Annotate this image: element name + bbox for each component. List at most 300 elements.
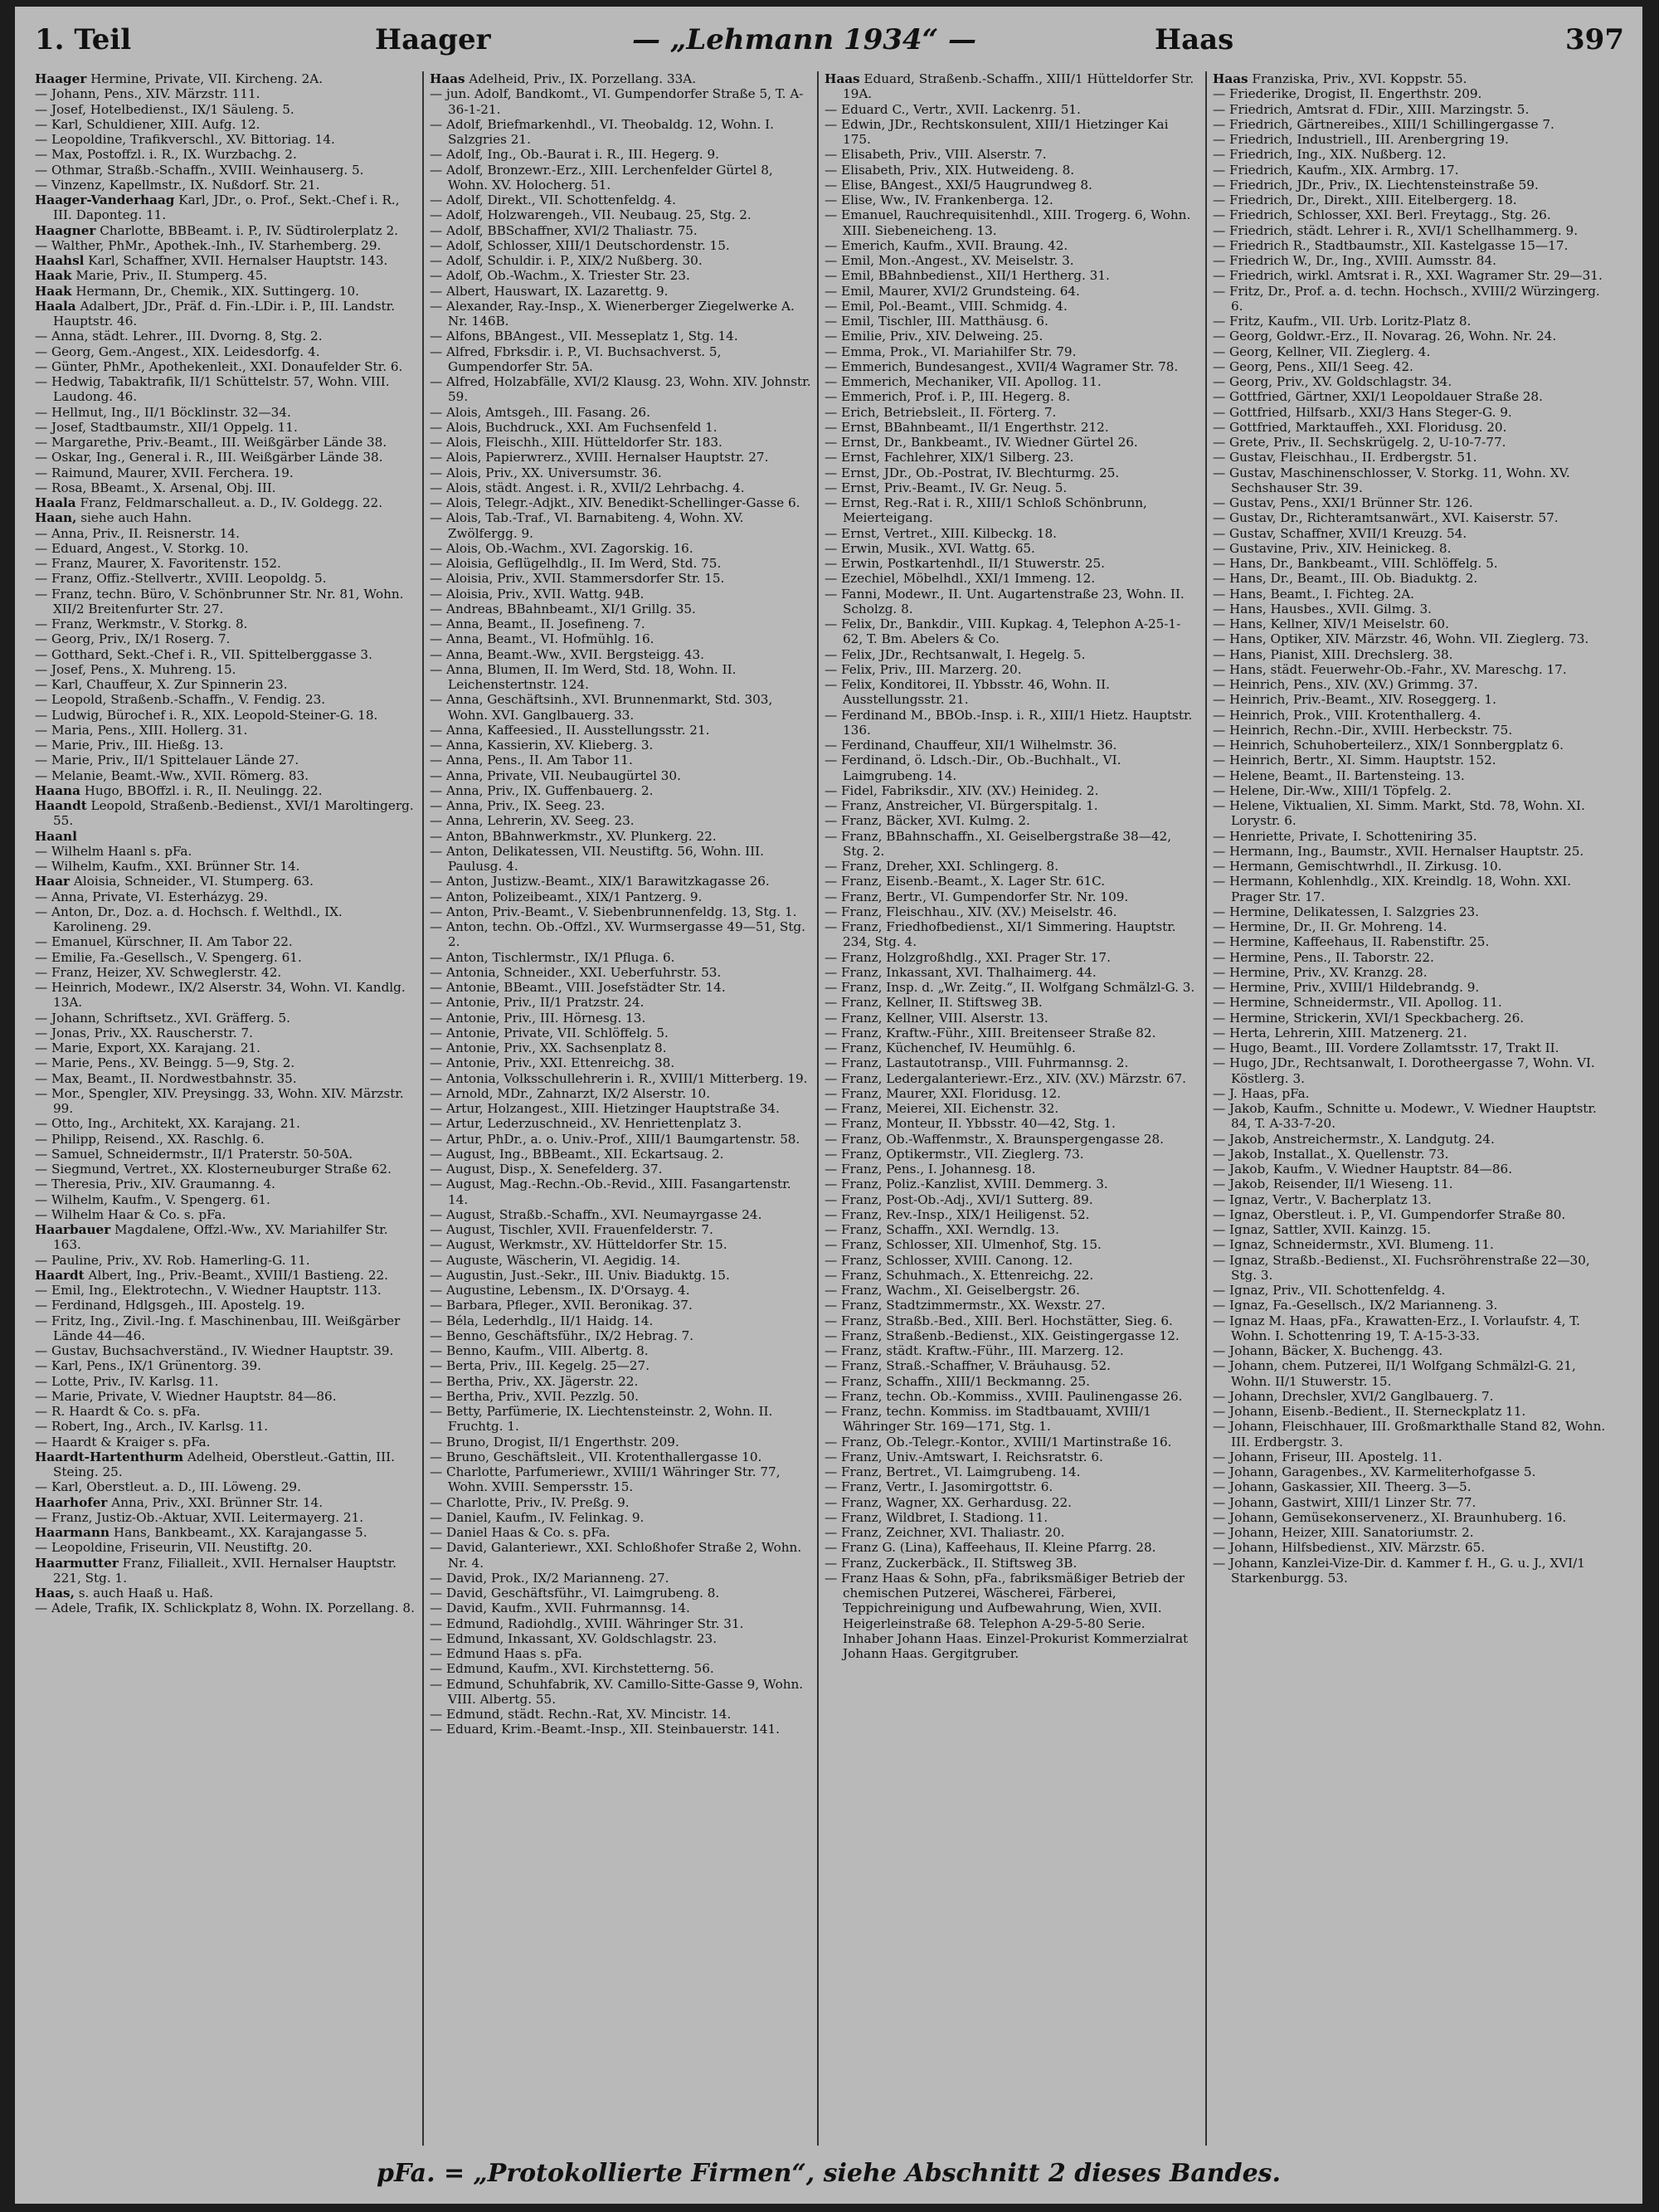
entry-text: — Otto, Ing., Architekt, XX. Karajang. 21. <box>35 1116 300 1132</box>
entry-text: — Gustav, Fleischhau., II. Erdbergstr. 51. <box>1213 450 1477 465</box>
entry-text: — Eduard, Krim.-Beamt.-Insp., XII. Steinbauerstr. 141. <box>430 1722 780 1737</box>
directory-entry <box>430 1646 811 1661</box>
entry-text: — Franz, Holzgroßhdlg., XXI. Prager Str. 17. <box>825 949 1111 965</box>
directory-entry <box>35 526 415 541</box>
entry-text: — Gottfried, Gärtner, XXI/1 Leopoldauer Straße 28. <box>1213 389 1543 405</box>
entry-text: — Fanni, Modewr., II. Unt. Augartenstraße 23, Wohn. II. Scholzg. 8. <box>825 586 1185 616</box>
entry-text: s. auch Haaß u. Haß. <box>78 1586 214 1601</box>
entry-text: — Hermann, Ing., Baumstr., XVII. Hernalser Hauptstr. 25. <box>1213 843 1584 859</box>
directory-entry <box>825 117 1198 148</box>
directory-entry <box>35 359 415 374</box>
directory-entry <box>1213 1253 1609 1284</box>
directory-entry <box>1213 1237 1609 1252</box>
directory-entry <box>430 1132 811 1147</box>
entry-text: — Henriette, Private, I. Schotteniring 35. <box>1213 828 1477 844</box>
entry-text: — Erwin, Musik., XVI. Wattg. 65. <box>825 540 1035 556</box>
directory-entry <box>825 1177 1198 1191</box>
directory-entry <box>430 768 811 783</box>
directory-entry <box>35 859 415 874</box>
entry-text: — Heinrich, Rechn.-Dir., XVIII. Herbeckstr. 75. <box>1213 722 1513 738</box>
entry-text: Anna, Priv., XXI. Brünner Str. 14. <box>111 1494 324 1510</box>
directory-entry <box>430 556 811 571</box>
entry-surname: Haar <box>35 874 71 889</box>
entry-text: — R. Haardt & Co. s. pFa. <box>35 1404 201 1419</box>
entry-text: — Johann, chem. Putzerei, II/1 Wolfgang Schmälzl-G. 21, Wohn. II/1 Stuwerstr. 15. <box>1213 1358 1576 1389</box>
directory-entry <box>825 753 1198 783</box>
directory-entry <box>430 1435 811 1449</box>
entry-text: — Johann, Gemüsekonservenerz., XI. Braunhuberg. 16. <box>1213 1509 1567 1525</box>
entry-text: — Gustav, Dr., Richteramtsanwärt., XVI. Kaiserstr. 57. <box>1213 510 1559 526</box>
entry-text: — Alois, Amtsgeh., III. Fasang. 26. <box>430 404 650 420</box>
entry-text: Magdalene, Offzl.-Ww., XV. Mariahilfer Str. 163. <box>53 1222 388 1253</box>
directory-entry <box>825 1435 1198 1449</box>
entry-text: — Josef, Hotelbedienst., IX/1 Säuleng. 5. <box>35 101 294 117</box>
entry-text: — Antonia, Volksschullehrerin i. R., XVIII/1 Mitterberg. 19. <box>430 1070 808 1086</box>
directory-entry <box>35 1540 415 1555</box>
directory-entry <box>35 1162 415 1177</box>
entry-text: — Franz, techn. Büro, V. Schönbrunner Str. Nr. 81, Wohn. XII/2 Breitenfurter Str. 27. <box>35 586 404 616</box>
directory-entry <box>1213 738 1609 753</box>
directory-entry <box>35 420 415 435</box>
entry-text: — Helene, Dir.-Ww., XIII/1 Töpfelg. 2. <box>1213 782 1452 798</box>
directory-entry <box>825 314 1198 329</box>
directory-entry <box>430 1661 811 1676</box>
entry-text: — Emil, BBahnbedienst., XII/1 Hertherg. 31. <box>825 268 1110 284</box>
entry-text: — Franz, Inkassant, XVI. Thalhaimerg. 44. <box>825 964 1097 980</box>
entry-surname: Haager-Vanderhaag <box>35 192 175 207</box>
entry-text: — Hermann, Kohlenhdlg., XIX. Kreindlg. 18, Wohn. XXI. Prager Str. 17. <box>1213 874 1572 904</box>
entry-text: — Adolf, Schlosser, XIII/1 Deutschordenstr. 15. <box>430 237 730 253</box>
publication-title: — „Lehmann 1934“ — <box>632 23 976 56</box>
entry-text: — Franz, Pens., I. Johannesg. 18. <box>825 1162 1036 1177</box>
directory-entry <box>430 480 811 495</box>
entry-text: — Franz, Straßb.-Bed., XIII. Berl. Hochstätter, Sieg. 6. <box>825 1313 1173 1328</box>
column-4 <box>1213 71 1609 2146</box>
directory-entry <box>430 238 811 253</box>
directory-entry <box>825 950 1198 965</box>
directory-entry <box>1213 919 1609 934</box>
directory-entry <box>35 677 415 692</box>
directory-entry <box>825 813 1198 828</box>
directory-entry <box>35 647 415 662</box>
directory-entry <box>825 359 1198 374</box>
entry-text: — Georg, Priv., XV. Goldschlagstr. 34. <box>1213 374 1452 389</box>
directory-entry <box>1213 1207 1609 1222</box>
entry-text: — Alois, Telegr.-Adjkt., XIV. Benedikt-Schellinger-Gasse 6. <box>430 495 800 510</box>
entry-text: — Antonie, Private, VII. Schlöffelg. 5. <box>430 1025 669 1040</box>
directory-entry <box>825 268 1198 283</box>
entry-text: — Friedrich, Ing., XIX. Nußberg. 12. <box>1213 147 1447 163</box>
entry-text: — Hans, Kellner, XIV/1 Meiselstr. 60. <box>1213 616 1449 631</box>
entry-text: — Anna, Priv., II. Reisnerstr. 14. <box>35 525 240 541</box>
directory-entry <box>825 1086 1198 1101</box>
directory-entry <box>35 1404 415 1419</box>
entry-text: — jun. Adolf, Bandkomt., VI. Gumpendorfer Straße 5, T. A-36-1-21. <box>430 86 804 117</box>
entry-text: — Antonie, Priv., XX. Sachsenplatz 8. <box>430 1040 667 1055</box>
directory-entry <box>35 163 415 178</box>
directory-entry <box>35 253 415 268</box>
entry-text: — Arnold, MDr., Zahnarzt, IX/2 Alserstr. 10. <box>430 1085 711 1101</box>
directory-entry <box>1213 465 1609 496</box>
entry-text: — Franz, Eisenb.-Beamt., X. Lager Str. 61C. <box>825 874 1106 889</box>
entry-text: — Franz, Lastautotransp., VIII. Fuhrmannsg. 2. <box>825 1055 1129 1071</box>
directory-entry <box>825 1510 1198 1525</box>
entry-text: — Karl, Pens., IX/1 Grünentorg. 39. <box>35 1358 261 1374</box>
directory-entry <box>430 1510 811 1525</box>
directory-entry <box>1213 844 1609 859</box>
directory-entry <box>1213 223 1609 238</box>
directory-entry <box>35 435 415 450</box>
directory-entry <box>825 450 1198 465</box>
directory-entry <box>35 1601 415 1615</box>
directory-entry <box>825 859 1198 874</box>
entry-text: — Heinrich, Prok., VIII. Krotenthallerg. 4. <box>1213 707 1481 723</box>
entry-text: — Felix, Dr., Bankdir., VIII. Kupkag. 4, Telephon A-25-1-62, T. Bm. Abelers & Co. <box>825 616 1181 647</box>
entry-text: — Emerich, Kaufm., XVII. Braung. 42. <box>825 237 1068 253</box>
entry-text: — Anna, Blumen, II. Im Werd, Std. 18, Wohn. II. Leichenstertnstr. 124. <box>430 661 737 692</box>
directory-entry <box>35 889 415 904</box>
entry-text: — Franz, Kellner, II. Stiftsweg 3B. <box>825 995 1043 1011</box>
directory-entry <box>1213 1147 1609 1162</box>
entry-text: — Franz, BBahnschaffn., XI. Geiselbergstraße 38—42, Stg. 2. <box>825 828 1172 859</box>
entry-text: — Ernst, BBahnbeamt., II/1 Engerthstr. 212. <box>825 419 1109 435</box>
directory-entry <box>430 329 811 343</box>
directory-entry <box>825 647 1198 662</box>
entry-surname: Haarhofer <box>35 1494 108 1510</box>
directory-entry <box>430 284 811 299</box>
entry-text: — David, Prok., IX/2 Marianneng. 27. <box>430 1570 669 1586</box>
directory-entry <box>430 844 811 875</box>
directory-entry <box>1213 647 1609 662</box>
entry-text: — Anton, Priv.-Beamt., V. Siebenbrunnenfeldg. 13, Stg. 1. <box>430 904 797 919</box>
entry-text: — Marie, Pens., XV. Beingg. 5—9, Stg. 2. <box>35 1055 295 1071</box>
entry-text: — Adolf, Bronzewr.-Erz., XIII. Lerchenfelder Gürtel 8, Wohn. XV. Holocherg. 51. <box>430 162 773 192</box>
directory-entry <box>35 1192 415 1207</box>
entry-text: — Emilie, Priv., XIV. Delweing. 25. <box>825 329 1044 344</box>
entry-text: — Alois, Fleischh., XIII. Hütteldorfer Str. 183. <box>430 435 722 450</box>
entry-text: Adelheid, Priv., IX. Porzellang. 33A. <box>469 71 697 86</box>
directory-entry <box>35 1495 415 1510</box>
directory-entry <box>430 965 811 980</box>
entry-text: — Felix, Konditorei, II. Ybbsstr. 46, Wohn. II. Ausstellungsstr. 21. <box>825 677 1110 708</box>
directory-entry <box>1213 405 1609 420</box>
footer-note: pFa. = „Protokollierte Firmen“, siehe Abschnitt 2 dieses Bandes. <box>377 2159 1281 2188</box>
directory-entry <box>825 1040 1198 1055</box>
directory-entry <box>35 480 415 495</box>
entry-text: — Karl, Chauffeur, X. Zur Spinnerin 23. <box>35 677 288 692</box>
directory-entry <box>825 541 1198 556</box>
directory-entry <box>825 71 1198 102</box>
directory-entry <box>825 1071 1198 1086</box>
directory-entry <box>430 631 811 646</box>
entry-text: — August, Mag.-Rechn.-Ob.-Revid., XIII. Fasangartenstr. 14. <box>430 1177 791 1207</box>
directory-entry <box>430 874 811 889</box>
last-surname-guide: Haas <box>1155 23 1234 56</box>
directory-entry <box>825 1253 1198 1268</box>
entry-text: — Franz, Schaffn., XXI. Werndlg. 13. <box>825 1222 1059 1237</box>
entry-text: — Franz, Schlosser, XVIII. Canong. 12. <box>825 1252 1073 1268</box>
directory-entry <box>825 783 1198 798</box>
directory-entry <box>1213 238 1609 253</box>
column-2 <box>430 71 811 2146</box>
directory-entry <box>430 1071 811 1086</box>
entry-text: — Anna, Beamt., VI. Hofmühlg. 16. <box>430 631 654 647</box>
entry-text: — Adolf, Ob.-Wachm., X. Triester Str. 23. <box>430 268 690 284</box>
entry-text: — Franz, Schlosser, XII. Ulmenhof, Stg. 15. <box>825 1237 1102 1253</box>
directory-entry <box>430 223 811 238</box>
directory-entry <box>1213 602 1609 616</box>
directory-entry <box>1213 329 1609 343</box>
entry-text: Leopold, Straßenb.-Bedienst., XVI/1 Maroltingerg. 55. <box>53 798 414 829</box>
entry-surname: Haas <box>825 71 860 86</box>
directory-entry <box>430 1026 811 1040</box>
entry-text: — Leopoldine, Trafikverschl., XV. Bittoriag. 14. <box>35 132 335 147</box>
directory-entry <box>430 1631 811 1646</box>
directory-entry <box>430 1086 811 1101</box>
entry-surname: Haas, <box>35 1586 75 1601</box>
directory-entry <box>1213 1404 1609 1419</box>
entry-text: — Ignaz, Fa.-Gesellsch., IX/2 Marianneng. 3. <box>1213 1298 1498 1313</box>
entry-surname: Haarmutter <box>35 1555 119 1571</box>
directory-entry <box>1213 1162 1609 1177</box>
entry-text: — Friedrich, Kaufm., XIX. Armbrg. 17. <box>1213 162 1459 178</box>
directory-entry <box>1213 571 1609 586</box>
entry-text: — Friedrich, Dr., Direkt., XIII. Eitelbergerg. 18. <box>1213 192 1517 207</box>
entry-surname: Haandt <box>35 798 87 813</box>
directory-entry <box>430 1677 811 1708</box>
directory-entry <box>430 1298 811 1313</box>
entry-text: — Bertha, Priv., XX. Jägerstr. 22. <box>430 1373 639 1389</box>
directory-entry <box>1213 1449 1609 1464</box>
entry-text: — Marie, Export, XX. Karajang. 21. <box>35 1040 260 1055</box>
directory-entry <box>35 86 415 101</box>
entry-text: — Gottfried, Marktauffeh., XXI. Floridusg. 20. <box>1213 419 1507 435</box>
entry-text: — Hans, Dr., Beamt., III. Ob. Biaduktg. 2. <box>1213 571 1478 587</box>
directory-entry <box>430 904 811 919</box>
entry-text: — Anna, Lehrerin, XV. Seeg. 23. <box>430 813 635 829</box>
directory-entry <box>825 299 1198 314</box>
directory-entry <box>35 1040 415 1055</box>
directory-entry <box>35 192 415 223</box>
entry-text: — Elisabeth, Priv., VIII. Alserstr. 7. <box>825 147 1047 163</box>
directory-entry <box>1213 147 1609 162</box>
entry-text: — Hermine, Priv., XV. Kranzg. 28. <box>1213 964 1428 980</box>
entry-text: — Gustavine, Priv., XIV. Heinickeg. 8. <box>1213 540 1452 556</box>
entry-text: — J. Haas, pFa. <box>1213 1085 1310 1101</box>
entry-text: — Benno, Geschäftsführ., IX/2 Hebrag. 7. <box>430 1328 694 1343</box>
entry-text: — Ernst, Dr., Bankbeamt., IV. Wiedner Gürtel 26. <box>825 435 1138 450</box>
entry-text: — Anna, städt. Lehrer., III. Dvorng. 8, Stg. 2. <box>35 329 323 344</box>
directory-entry <box>825 1011 1198 1026</box>
entry-text: — Fritz, Ing., Zivil.-Ing. f. Maschinenbau, III. Weißgärber Lände 44—46. <box>35 1313 401 1343</box>
directory-entry <box>825 495 1198 526</box>
directory-entry <box>1213 117 1609 132</box>
directory-entry <box>430 602 811 616</box>
entry-text: — Adolf, BBSchaffner, XVI/2 Thaliastr. 75. <box>430 222 698 238</box>
entry-text: — Friedrich R., Stadtbaumstr., XII. Kastelgasse 15—17. <box>1213 237 1569 253</box>
directory-entry <box>430 1253 811 1268</box>
directory-entry <box>1213 662 1609 677</box>
directory-entry <box>1213 692 1609 707</box>
page-number: 397 <box>1565 23 1624 56</box>
directory-entry <box>35 178 415 192</box>
entry-text: Karl, JDr., o. Prof., Sekt.-Chef i. R., III. Daponteg. 11. <box>53 192 400 223</box>
entry-text: — Friedrich, Schlosser, XXI. Berl. Freytagg., Stg. 26. <box>1213 207 1551 223</box>
directory-entry <box>35 753 415 767</box>
directory-entry <box>35 1358 415 1373</box>
directory-entry <box>35 1479 415 1494</box>
directory-entry <box>430 1495 811 1510</box>
directory-entry <box>430 435 811 450</box>
directory-entry <box>1213 435 1609 450</box>
entry-text: — Gustav, Maschinenschlosser, V. Storkg. 11, Wohn. XV. Sechshauser Str. 39. <box>1213 465 1570 495</box>
directory-entry <box>430 980 811 995</box>
directory-entry <box>430 1011 811 1026</box>
column-divider <box>422 71 424 2146</box>
entry-text: — Alfred, Holzabfälle, XVI/2 Klausg. 23, Wohn. XIV. Johnstr. 59. <box>430 374 811 405</box>
entry-text: — Gustav, Schaffner, XVII/1 Kreuzg. 54. <box>1213 525 1467 541</box>
directory-entry <box>1213 132 1609 147</box>
directory-entry <box>825 587 1198 617</box>
column-1 <box>35 71 415 2146</box>
directory-entry <box>430 1449 811 1464</box>
directory-entry <box>1213 86 1609 101</box>
entry-text: — Jakob, Kaufm., V. Wiedner Hauptstr. 84—86. <box>1213 1162 1513 1177</box>
directory-entry <box>1213 616 1609 631</box>
directory-entry <box>35 1147 415 1162</box>
directory-entry <box>35 934 415 949</box>
entry-text: — Franz, Offiz.-Stellvertr., XVIII. Leopoldg. 5. <box>35 571 327 587</box>
directory-entry <box>35 495 415 510</box>
entry-text: — Johann, Friseur, III. Apostelg. 11. <box>1213 1449 1443 1464</box>
entry-text: — Raimund, Maurer, XVII. Ferchera. 19. <box>35 465 294 480</box>
entry-text: — Edmund, Schuhfabrik, XV. Camillo-Sitte-Gasse 9, Wohn. VIII. Albertg. 55. <box>430 1676 804 1707</box>
entry-text: — Herta, Lehrerin, XIII. Matzenerg. 21. <box>1213 1025 1467 1040</box>
entry-text: — Marie, Private, V. Wiedner Hauptstr. 84—86. <box>35 1388 337 1404</box>
entry-text: — Edmund, Kaufm., XVI. Kirchstetterng. 56. <box>430 1661 714 1677</box>
entry-text: — Georg, Priv., IX/1 Roserg. 7. <box>35 631 231 647</box>
directory-entry <box>1213 541 1609 556</box>
entry-text: — Elisabeth, Priv., XIX. Hutweideng. 8. <box>825 162 1075 178</box>
directory-entry <box>35 1374 415 1389</box>
directory-entry <box>35 465 415 480</box>
directory-entry <box>430 1237 811 1252</box>
entry-text: — Edmund Haas s. pFa. <box>430 1646 582 1661</box>
directory-entry <box>825 238 1198 253</box>
directory-entry <box>430 253 811 268</box>
directory-entry <box>35 405 415 420</box>
directory-entry <box>35 556 415 571</box>
directory-entry <box>430 813 811 828</box>
entry-text: — Artur, PhDr., a. o. Univ.-Prof., XIII/1 Baumgartenstr. 58. <box>430 1131 800 1147</box>
page-header <box>35 18 1624 65</box>
directory-entry <box>430 1055 811 1070</box>
directory-entry <box>1213 253 1609 268</box>
directory-entry <box>825 1283 1198 1298</box>
directory-entry <box>1213 284 1609 314</box>
directory-entry <box>35 980 415 1011</box>
directory-entry <box>430 1147 811 1162</box>
entry-text: — Johann, Bäcker, X. Buchengg. 43. <box>1213 1343 1443 1358</box>
entry-text: — Johann, Kanzlei-Vize-Dir. d. Kammer f. H., G. u. J., XVI/1 Starkenburgg. 53. <box>1213 1555 1585 1586</box>
entry-text: — Oskar, Ing., General i. R., III. Weißgärber Lände 38. <box>35 450 383 465</box>
entry-surname: Haager <box>35 71 87 86</box>
directory-entry <box>825 708 1198 738</box>
directory-entry <box>430 753 811 767</box>
directory-entry <box>35 1116 415 1131</box>
entry-text: — Alfred, Fbrksdir. i. P., VI. Buchsachverst. 5, Gumpendorfer Str. 5A. <box>430 343 722 374</box>
entry-text: — Josef, Pens., X. Muhreng. 15. <box>35 661 236 677</box>
directory-entry <box>430 1101 811 1116</box>
entry-text: — Marie, Priv., III. Hießg. 13. <box>35 738 224 753</box>
directory-entry <box>1213 995 1609 1010</box>
directory-entry <box>35 223 415 238</box>
directory-entry <box>430 405 811 420</box>
entry-text: — Barbara, Pfleger., XVII. Beronikag. 37. <box>430 1298 693 1313</box>
directory-entry <box>825 207 1198 238</box>
directory-entry <box>430 117 811 148</box>
directory-entry <box>1213 965 1609 980</box>
directory-entry <box>825 798 1198 813</box>
directory-entry <box>35 1071 415 1086</box>
entry-text: — Emma, Prok., VI. Mariahilfer Str. 79. <box>825 343 1077 359</box>
entry-text: — Anton, BBahnwerkmstr., XV. Plunkerg. 22. <box>430 828 717 844</box>
directory-entry <box>35 102 415 117</box>
entry-text: — Felix, JDr., Rechtsanwalt, I. Hegelg. 5. <box>825 646 1086 662</box>
directory-entry <box>1213 102 1609 117</box>
directory-entry <box>35 374 415 405</box>
directory-entry <box>35 1419 415 1434</box>
directory-entry <box>1213 526 1609 541</box>
entry-text: — Emil, Tischler, III. Matthäusg. 6. <box>825 314 1048 329</box>
entry-text: — Haardt & Kraiger s. pFa. <box>35 1434 211 1449</box>
directory-entry <box>35 1011 415 1026</box>
directory-entry <box>35 299 415 329</box>
entry-text: — Augustin, Just.-Sekr., III. Univ. Biaduktg. 15. <box>430 1267 730 1283</box>
entry-text: — Edmund, Inkassant, XV. Goldschlagstr. 23. <box>430 1630 718 1646</box>
directory-entry <box>825 1132 1198 1147</box>
entry-text: — Franz, Straß.-Schaffner, V. Bräuhausg. 52. <box>825 1358 1111 1374</box>
entry-text: — Fidel, Fabriksdir., XIV. (XV.) Heinideg. 2. <box>825 782 1099 798</box>
directory-entry <box>1213 1556 1609 1586</box>
directory-entry <box>35 950 415 965</box>
directory-entry <box>825 480 1198 495</box>
entry-text: — Franz Haas & Sohn, pFa., fabriksmäßiger Betrieb der chemischen Putzerei, Wäscherei, Färberei, Teppichreinigung und Aufbewahrung, Wien, XVII. Heigerleinstraße 68. Telephon A-29-5-80 Serie. Inhaber Johann Haas. Einzel-Prokurist Kommerzialrat Johann Haas. Gergitgruber. <box>825 1570 1189 1661</box>
entry-text: — Friedrich, wirkl. Amtsrat i. R., XXI. Wagramer Str. 29—31. <box>1213 268 1603 284</box>
entry-text: Franziska, Priv., XVI. Koppstr. 55. <box>1252 71 1467 86</box>
entry-text: — Fritz, Kaufm., VII. Urb. Loritz-Platz 8. <box>1213 314 1472 329</box>
entry-surname: Haardt <box>35 1267 85 1283</box>
entry-text: — Franz, Schaffn., XIII/1 Beckmanng. 25. <box>825 1373 1090 1389</box>
entry-text: — Bruno, Geschäftsleit., VII. Krotenthallergasse 10. <box>430 1449 762 1464</box>
entry-text: — Franz, Dreher, XXI. Schlingerg. 8. <box>825 859 1059 874</box>
entry-text: — Franz, Ob.-Waffenmstr., X. Braunspergengasse 28. <box>825 1131 1164 1147</box>
directory-entry <box>1213 783 1609 798</box>
directory-entry <box>35 132 415 147</box>
entry-text: Hans, Bankbeamt., XX. Karajangasse 5. <box>113 1525 367 1540</box>
entry-text: — Friedrich, Industriell., III. Arenbergring 19. <box>1213 132 1509 147</box>
directory-entry <box>825 571 1198 586</box>
entry-text: — Aloisia, Priv., XVII. Wattg. 94B. <box>430 586 645 602</box>
directory-entry <box>825 1556 1198 1571</box>
entry-text: — Berta, Priv., III. Kegelg. 25—27. <box>430 1358 650 1374</box>
entry-text: — Franz, Kraftw.-Führ., XIII. Breitenseer Straße 82. <box>825 1025 1156 1040</box>
directory-entry <box>430 465 811 480</box>
directory-entry <box>1213 798 1609 829</box>
entry-text: — Friedrich W., Dr., Ing., XVIII. Aumsstr. 84. <box>1213 253 1496 268</box>
directory-entry <box>35 768 415 783</box>
entry-text: — Ludwig, Bürochef i. R., XIX. Leopold-Steiner-G. 18. <box>35 707 378 723</box>
